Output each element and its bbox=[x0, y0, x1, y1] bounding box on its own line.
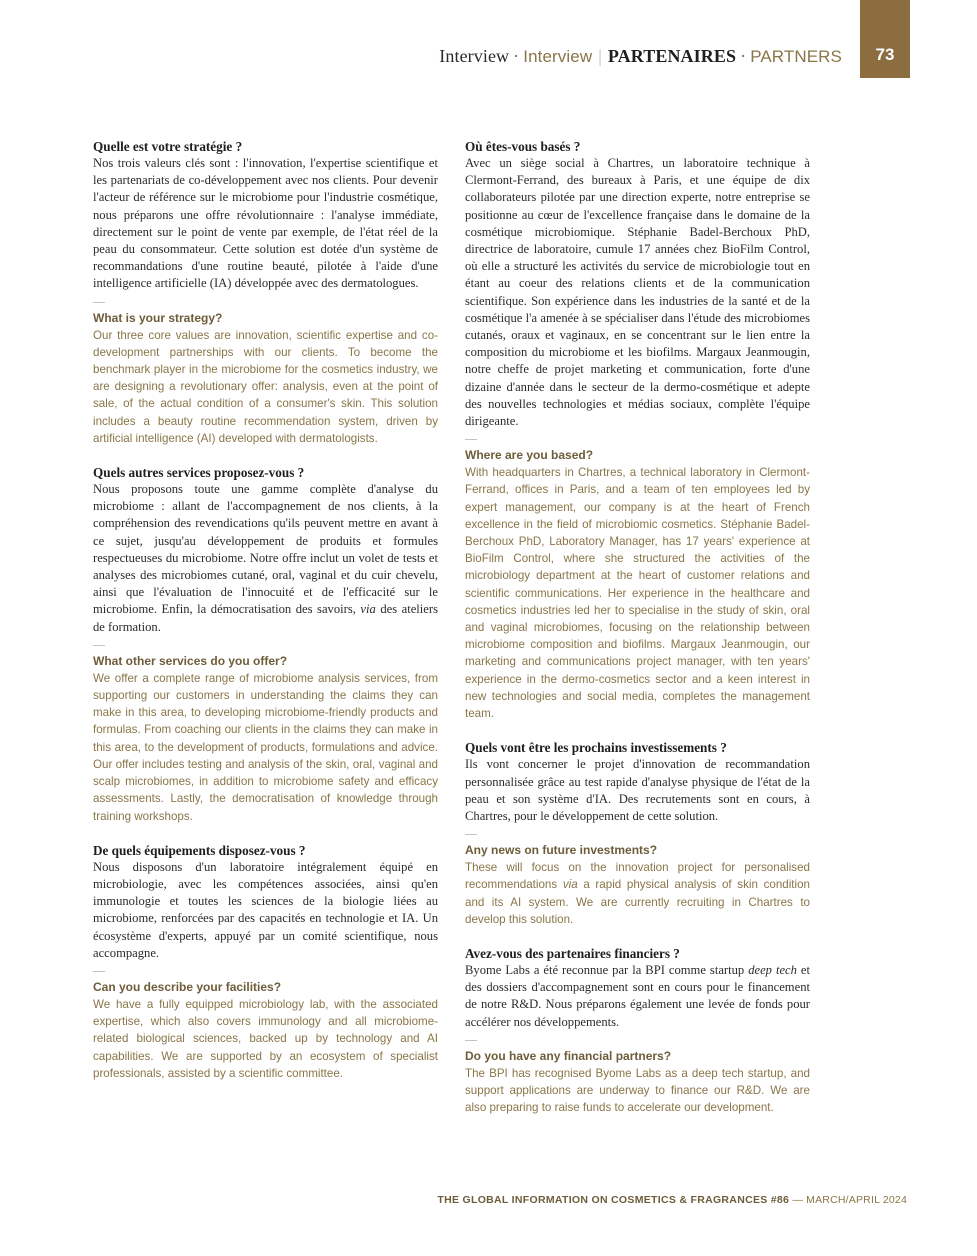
question-fr: Quels autres services proposez-vous ? bbox=[93, 465, 305, 481]
answer-fr: Nous disposons d'un laboratoire intégralement équipé en microbiologie, avec les compétences associées, ainsi qu'en immunologie et toutes les sciences de la biologie liées au microbiome, renforcées par des capacités en technologie et IA. Un écosystème d'experts, appuyé par un comité scientifique, nous accompagne. bbox=[93, 859, 438, 960]
running-head bbox=[439, 46, 842, 67]
page-footer bbox=[437, 1194, 907, 1206]
dash-divider: — bbox=[465, 826, 477, 841]
answer-en: Our three core values are innovation, scientific expertise and co-development partnerships with our clients. To become the benchmark player in the microbiome for the cosmetics industry, we are designing a revolutionary offer: analysis, even at the point of sale, of the actual condition of a consumer's skin. This solution includes a beauty routine recommendation system, driven by artificial intelligence (AI) developed with dermatologists. bbox=[93, 328, 438, 445]
question-fr: Quelle est votre stratégie ? bbox=[93, 139, 243, 154]
answer-en: With headquarters in Chartres, a technical laboratory in Clermont-Ferrand, offices in Paris, and a team of ten employees led by expert management, our company is at the heart of French excellence in the field of microbiomic cosmetics. Stéphanie Badel-Berchoux PhD, Laboratory Manager, has 17 years' experience at BioFilm Control, where she structured the activities of the microbiology department at the heart of customer relations and scientific communications. Her experience in the healthcare and cosmetics industries led her to specialise in the study of skin, oral and vaginal microbiomes, focusing on the relationship between microbiome composition and biofilms. Margaux Jeanmougin, our marketing and communications project manager, with ten years' experience in the dermo-cosmetics sector and a keen interest in new technologies and social media, completes the management team. bbox=[465, 466, 810, 721]
issue-date: MARCH/APRIL 2024 bbox=[806, 1194, 907, 1206]
question-en: What other services do you offer? bbox=[93, 653, 288, 668]
section-en: Interview bbox=[523, 47, 593, 66]
question-en: Do you have any financial partners? bbox=[465, 1048, 672, 1063]
question-fr: De quels équipements disposez-vous ? bbox=[93, 842, 306, 858]
dash-divider: — bbox=[465, 431, 477, 446]
dash-divider: — bbox=[93, 962, 105, 977]
dash-divider: — bbox=[93, 293, 105, 308]
left-column bbox=[93, 138, 438, 1082]
qa-block-financial-partners bbox=[465, 945, 810, 1116]
page-header bbox=[0, 0, 977, 80]
qa-block-facilities bbox=[93, 842, 438, 1082]
qa-block-investments bbox=[465, 739, 810, 928]
dot-separator: · bbox=[740, 46, 747, 66]
category-fr: PARTENAIRES bbox=[607, 46, 737, 66]
publication-name: THE GLOBAL INFORMATION ON COSMETICS & FRAGRANCES #86 bbox=[437, 1194, 790, 1206]
dash-divider: — bbox=[93, 636, 105, 651]
question-en: Where are you based? bbox=[465, 448, 594, 463]
question-en: What is your strategy? bbox=[93, 310, 223, 325]
dot-separator: · bbox=[513, 46, 520, 66]
page-number-tab bbox=[860, 0, 910, 78]
answer-fr: Byome Labs a été reconnue par la BPI comme startup deep tech et des dossiers d'accompagnement sont en cours pour le financement de notre R&D. Nous préparons également une levée de fonds pour accélérer nos développements. bbox=[465, 962, 810, 1029]
answer-en: These will focus on the innovation project for personalised recommendations via a rapid physical analysis of skin condition and its AI system. We are currently recruiting in Chartres to develop this solution. bbox=[465, 861, 811, 926]
answer-fr: Ils vont concerner le projet d'innovation de recommandation personnalisée grâce au test rapide d'analyse physique de l'état de la peau et son système d'IA. Des recrutements sont en cours, à Chartres, pour le développement de cette solution. bbox=[465, 757, 810, 823]
question-en: Any news on future investments? bbox=[465, 843, 658, 858]
answer-fr: Avec un siège social à Chartres, un laboratoire technique à Clermont-Ferrand, des bureaux à Paris, et une équipe de dix collaborateurs pilotée par une direction experte, notre entreprise se positionne au cœur de l'excellence française dans le domaine de la cosmétique microbiomique. Stéphanie Badel-Berchoux PhD, directrice de laboratoire, cumule 17 années chez BioFilm Control, où elle a structuré les activités du service de microbiologie tout en étant au coeur des relations clients et de la communication scientifique. Son expérience dans les industries de la santé et de la cosmétique l'a amenée à se spécialiser dans l'étude des microbiomes cutanés, oraux et vaginaux, en se concentrant sur le lien entre la composition du microbiome et les biofilms. Margaux Jeanmougin, notre cheffe de projet marketing et communication, forte d'une dizaine d'année dans le secteur de la dermo-cosmétique et adepte des nouvelles technologies et médias sociaux, complète l'équipe dirigeante. bbox=[465, 156, 810, 429]
footer-separator: — bbox=[789, 1194, 807, 1206]
page-number: 73 bbox=[875, 45, 895, 64]
answer-en: We have a fully equipped microbiology lab, with the associated expertise, which also covers immunology and all microbiome-related biological sciences, backed up by technology and AI capabilities. We are supported by an ecosystem of specialist professionals, assisted by a scientific committee. bbox=[93, 997, 438, 1080]
answer-fr: Nos trois valeurs clés sont : l'innovation, l'expertise scientifique et les partenariats de co-développement avec nos clients. Pour devenir l'acteur de référence sur le microbiome pour l'industrie cosmétique, nous préparons une offre révolutionnaire : l'analyse immédiate, directement sur le point de vente par exemple, de l'état réel de la peau du consommateur. Cette solution est dotée d'un système de recommandations d'une routine beauté, pilotée à l'aide d'une intelligence artificielle (IA) développée avec des dermatologues. bbox=[93, 156, 438, 291]
category-en: PARTNERS bbox=[750, 47, 842, 66]
answer-fr: Nous proposons toute une gamme complète d'analyse du microbiome : allant de l'accompagnement de nos clients, à la compréhension des revendications qu'ils peuvent mettre en avant à ce sujet, jusqu'au développement de produits et formules respectueuses du microbiome. Notre offre inclut un volet de tests et analyses des microbiomes cutané, oral, vaginal et du cuir chevelu, ainsi que l'évaluation de l'innocuité et de l'efficacité sur le microbiome. Enfin, la démocratisation des savoirs, via des ateliers de formation. bbox=[93, 482, 438, 634]
qa-block-location bbox=[465, 138, 810, 722]
question-fr: Quels vont être les prochains investissements ? bbox=[465, 740, 727, 756]
answer-en: We offer a complete range of microbiome analysis services, from supporting our customers in understanding the claims they can make in this area, to developing microbiome-friendly products and formulas. From coaching our clients in the claims they can make in this area, to the development of products, formulations and advice. Our offer includes testing and analysis of the skin, oral, vaginal and scalp microbiomes, in addition to microbiome safety and efficacy assessments. Lastly, the democratisation of knowledge through training workshops. bbox=[93, 671, 438, 823]
question-en: Can you describe your facilities? bbox=[93, 979, 282, 994]
question-fr: Avez-vous des partenaires financiers ? bbox=[465, 945, 680, 961]
qa-block-services bbox=[93, 464, 438, 825]
question-fr: Où êtes-vous basés ? bbox=[465, 139, 581, 154]
right-column bbox=[465, 138, 810, 1116]
dash-divider: — bbox=[465, 1031, 477, 1046]
bar-separator: | bbox=[598, 46, 602, 66]
qa-block-strategy bbox=[93, 138, 438, 447]
section-fr: Interview bbox=[439, 46, 510, 66]
answer-en: The BPI has recognised Byome Labs as a deep tech startup, and support applications are underway to finance our R&D. We are also preparing to raise funds to accelerate our development. bbox=[465, 1066, 810, 1115]
